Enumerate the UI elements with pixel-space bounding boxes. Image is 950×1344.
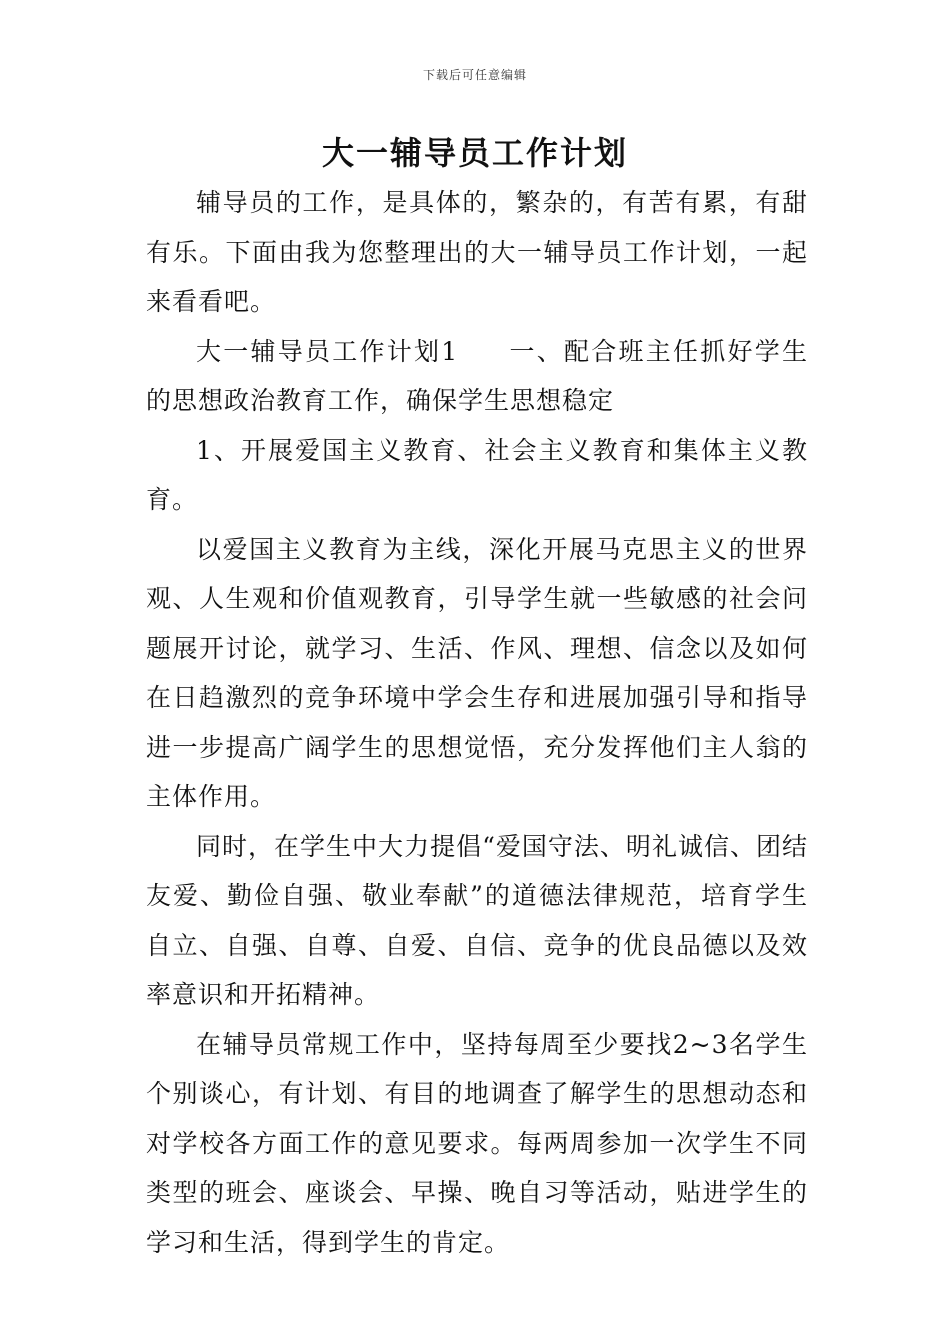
paragraph-moral-norms: 同时，在学生中大力提倡“爱国守法、明礼诚信、团结友爱、勤俭自强、敬业奉献”的道德法律规范，培育学生自立、自强、自尊、自爱、自信、竞争的优良品德以及效率意识和开拓精神。 [146,831,808,1009]
document-title: 大一辅导员工作计划 [321,134,628,172]
paragraph-patriotism: 以爱国主义教育为主线，深化开展马克思主义的世界观、人生观和价值观教育，引导学生就一些敏感的社会问题展开讨论，就学习、生活、作风、理想、信念以及如何在日趋激烈的竞争环境中学会生存和进展加强引导和指导进一步提高广阔学生的思想觉悟，充分发挥他们主人翁的主体作用。 [146,534,808,811]
paragraph-intro: 辅导员的工作，是具体的，繁杂的，有苦有累，有甜有乐。下面由我为您整理出的大一辅导员工作计划，一起来看看吧。 [146,188,808,316]
plan-heading: 大一辅导员工作计划1 [196,336,459,366]
paragraph-routine-work: 在辅导员常规工作中，坚持每周至少要找2~3名学生个别谈心，有计划、有目的地调查了解学生的思想动态和对学校各方面工作的意见要求。每两周参加一次学生不同类型的班会、座谈会、早操、晚自习等活动，贴进学生的学习和生活，得到学生的肯定。 [146,1029,808,1257]
paragraph-plan-1 [146,327,808,426]
paragraph-item-1: 1、开展爱国主义教育、社会主义教育和集体主义教育。 [146,435,808,514]
document-body [146,178,808,1267]
plan-section-1-heading: 一、配合班主任抓好学生的思想政治教育工作，确保学生思想稳定 [146,336,808,415]
header-note: 下载后可任意编辑 [422,68,527,82]
